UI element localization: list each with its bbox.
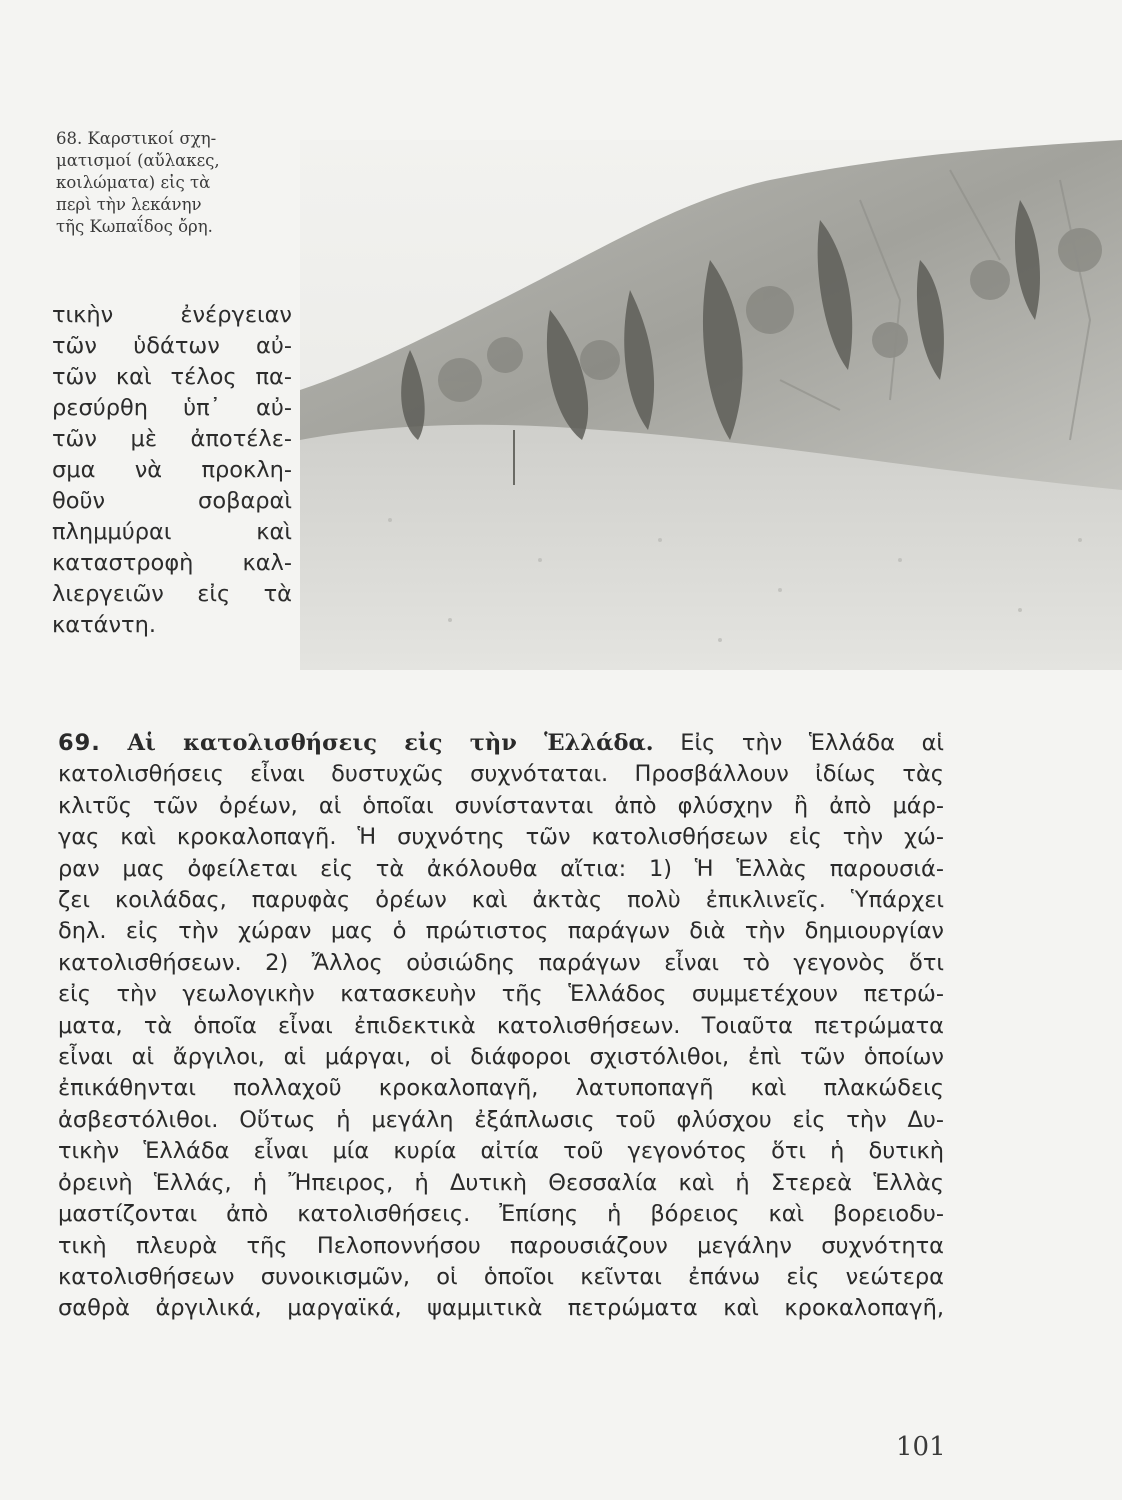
body-line: δηλ. εἰς τὴν χώραν μας ὁ πρώτιστος παράγων διὰ τὴν δημιουργίαν xyxy=(58,918,944,945)
side-line: τῶν ὑδάτων αὐ- xyxy=(52,333,292,359)
caption-line: κοιλώματα) εἰς τὰ xyxy=(56,173,211,192)
photo-illustration xyxy=(300,140,1122,670)
side-line: κατάντη. xyxy=(52,612,156,638)
body-line: τικὴν Ἑλλάδα εἶναι μία κυρία αἰτία τοῦ γεγονότος ὅτι ἡ δυτικὴ xyxy=(58,1138,944,1165)
side-line: λιεργειῶν εἰς τὰ xyxy=(52,581,292,607)
side-line: τῶν καὶ τέλος πα- xyxy=(52,364,292,390)
body-line: ζει κοιλάδας, παρυφὰς ὀρέων καὶ ἀκτὰς πολὺ ἐπικλινεῖς. Ὑπάρχει xyxy=(58,887,944,914)
body-line: κατολισθήσεων συνοικισμῶν, οἱ ὁποῖοι κεῖνται ἐπάνω εἰς νεώτερα xyxy=(58,1263,944,1290)
body-line: ραν μας ὀφείλεται εἰς τὰ ἀκόλουθα αἴτια: 1) Ἡ Ἑλλὰς παρουσιά- xyxy=(58,855,944,882)
karst-formations-photo xyxy=(300,140,1122,670)
side-line: τῶν μὲ ἀποτέλε- xyxy=(52,426,292,452)
section-heading-line xyxy=(58,728,944,759)
section-number: 69. xyxy=(58,730,101,756)
body-line: κλιτῦς τῶν ὀρέων, αἱ ὁποῖαι συνίστανται ἀπὸ φλύσχην ἢ ἀπὸ μάρ- xyxy=(58,792,944,819)
body-line: μαστίζονται ἀπὸ κατολισθήσεις. Ἐπίσης ἡ βόρειος καὶ βορειοδυ- xyxy=(58,1201,944,1228)
side-line: τικὴν ἐνέργειαν xyxy=(52,302,292,328)
side-line: σμα νὰ προκλη- xyxy=(52,457,292,483)
body-line: ἀσβεστόλιθοι. Οὕτως ἡ μεγάλη ἐξάπλωσις τοῦ φλύσχου εἰς τὴν Δυ- xyxy=(58,1106,944,1133)
side-paragraph xyxy=(52,300,292,641)
section-first-line-rest: Εἰς τὴν Ἑλλάδα αἱ xyxy=(680,730,945,756)
section-title: Αἱ κατολισθήσεις εἰς τὴν Ἑλλάδα. xyxy=(127,730,654,756)
page-number: 101 xyxy=(896,1432,946,1462)
side-line: θοῦν σοβαραὶ xyxy=(52,488,292,514)
section-69 xyxy=(58,728,944,1325)
body-line: κατολισθήσεων. 2) Ἄλλος οὐσιώδης παράγων εἶναι τὸ γεγονὸς ὅτι xyxy=(58,949,944,976)
body-line: κατολισθήσεις εἶναι δυστυχῶς συχνόταται. Προσβάλλουν ἰδίως τὰς xyxy=(58,761,944,788)
body-line: γας καὶ κροκαλοπαγῆ. Ἡ συχνότης τῶν κατολισθήσεων εἰς τὴν χώ- xyxy=(58,824,944,851)
body-line: εἶναι αἱ ἄργιλοι, αἱ μάργαι, οἱ διάφοροι σχιστόλιθοι, ἐπὶ τῶν ὁποίων xyxy=(58,1044,944,1071)
body-line: τικὴ πλευρὰ τῆς Πελοποννήσου παρουσιάζουν μεγάλην συχνότητα xyxy=(58,1232,944,1259)
caption-line: περὶ τὴν λεκάνην xyxy=(56,195,202,214)
body-line: ὀρεινὴ Ἑλλάς, ἡ Ἤπειρος, ἡ Δυτικὴ Θεσσαλία καὶ ἡ Στερεὰ Ἑλλὰς xyxy=(58,1169,944,1196)
side-line: ρεσύρθη ὑπ᾽ αὐ- xyxy=(52,395,292,421)
body-line: εἰς τὴν γεωλογικὴν κατασκευὴν τῆς Ἑλλάδος συμμετέχουν πετρώ- xyxy=(58,981,944,1008)
body-line: ματα, τὰ ὁποῖα εἶναι ἐπιδεκτικὰ κατολισθήσεων. Τοιαῦτα πετρώματα xyxy=(58,1012,944,1039)
body-line: ἐπικάθηνται πολλαχοῦ κροκαλοπαγῆ, λατυποπαγῆ καὶ πλακώδεις xyxy=(58,1075,944,1102)
side-line: καταστροφὴ καλ- xyxy=(52,550,292,576)
figure-caption xyxy=(56,128,292,238)
caption-line: τῆς Κωπαΐδος ὄρη. xyxy=(56,217,213,236)
body-line: σαθρὰ ἀργιλικά, μαργαϊκά, ψαμμιτικὰ πετρώματα καὶ κροκαλοπαγῆ, xyxy=(58,1295,944,1322)
caption-line: ματισμοί (αὔλακες, xyxy=(56,151,220,170)
side-line: πλημμύραι καὶ xyxy=(52,519,292,545)
caption-line: 68. Καρστικοί σχη- xyxy=(56,129,217,148)
